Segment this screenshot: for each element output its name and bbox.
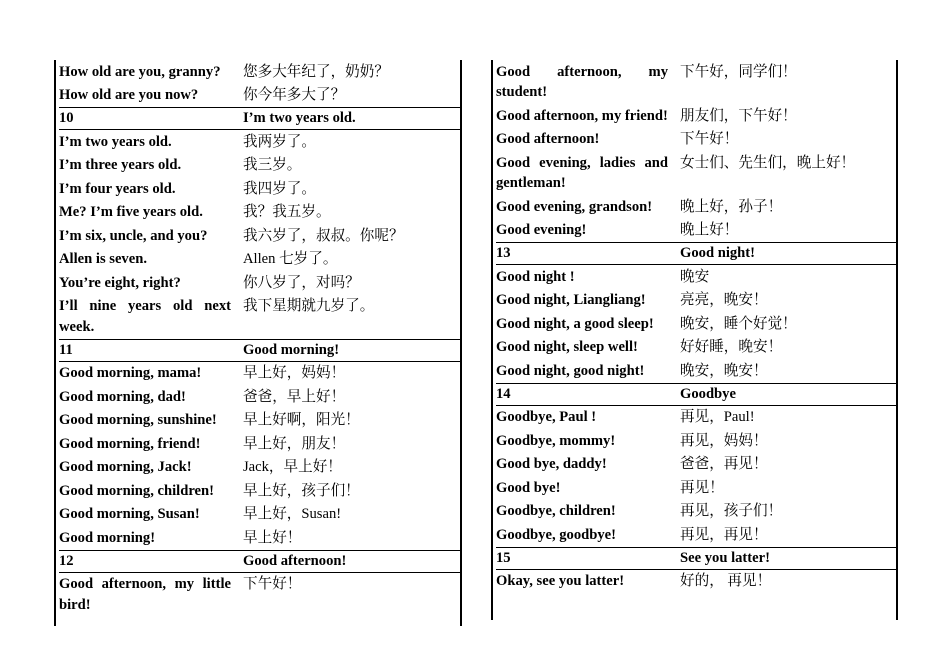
phrase-row (496, 195, 896, 219)
section-title: Goodbye (680, 383, 896, 405)
chinese-translation: 再见，再见！ (680, 526, 768, 543)
phrase-row (59, 84, 460, 108)
chinese-translation: 爸爸，再见！ (680, 456, 768, 472)
phrase-row (59, 479, 460, 503)
phrase-row (496, 359, 896, 383)
chinese-translation: 我三岁。 (243, 157, 302, 173)
english-phrase: Me? I’m five years old. (59, 204, 203, 220)
section-title: I’m two years old. (243, 108, 460, 130)
phrase-row (496, 569, 896, 593)
chinese-translation: 我下星期就九岁了。 (243, 298, 375, 314)
phrase-row (496, 453, 896, 477)
left-column-border-left (54, 60, 56, 626)
chinese-translation: Jack，早上好！ (243, 459, 342, 475)
english-phrase: You’re eight, right? (59, 274, 181, 291)
phrase-row (496, 219, 896, 243)
chinese-translation: 你八岁了，对吗？ (243, 274, 360, 291)
section-number: 12 (59, 550, 243, 572)
chinese-translation: 好好睡，晚安！ (680, 339, 783, 355)
english-phrase: How old are you now? (59, 87, 199, 103)
section-title: See you latter! (680, 547, 896, 569)
section-number: 13 (496, 243, 680, 265)
chinese-translation: 您多大年纪了，奶奶？ (243, 63, 389, 80)
phrase-row (59, 361, 460, 385)
english-phrase: Okay, see you latter! (496, 573, 625, 589)
chinese-translation: 早上好！ (243, 529, 302, 546)
chinese-translation: 朋友们，下午好！ (680, 107, 797, 124)
chinese-translation: 早上好啊，阳光！ (243, 412, 360, 428)
english-phrase: Goodbye, mommy! (496, 432, 616, 449)
section-number: 15 (496, 547, 680, 569)
phrase-row (496, 500, 896, 524)
english-phrase: Good night ! (496, 268, 575, 285)
english-phrase: Good morning, dad! (59, 388, 186, 405)
chinese-translation: 晚安 (680, 268, 710, 285)
english-phrase: I’m six, uncle, and you? (59, 227, 208, 244)
phrase-row (496, 128, 896, 152)
phrase-row (496, 312, 896, 336)
chinese-translation: Allen 七岁了。 (243, 251, 338, 267)
chinese-translation: 再见，妈妈！ (680, 432, 768, 449)
english-phrase: Good night, Liangliang! (496, 292, 646, 308)
english-phrase: Good morning, mama! (59, 365, 202, 381)
left-column (54, 60, 462, 626)
phrase-row (59, 271, 460, 295)
english-phrase: Good morning! (59, 529, 156, 546)
right-column-border-right (896, 60, 898, 620)
phrase-row (59, 409, 460, 433)
phrase-row (59, 248, 460, 272)
section-header (59, 108, 460, 130)
phrase-row (59, 201, 460, 225)
chinese-translation: 早上好，朋友！ (243, 435, 346, 452)
phrase-row (59, 177, 460, 201)
right-phrase-table (496, 60, 896, 593)
section-header (496, 243, 896, 265)
chinese-translation: 我六岁了，叔叔。你呢？ (243, 227, 404, 244)
chinese-translation: 早上好，孩子们！ (243, 482, 360, 499)
chinese-translation: 再见，孩子们！ (680, 503, 783, 519)
right-column-border-left (491, 60, 493, 620)
left-phrase-table (59, 60, 460, 617)
chinese-translation: 晚上好，孙子！ (680, 198, 783, 215)
english-phrase: Good afternoon! (496, 131, 600, 147)
section-number: 14 (496, 383, 680, 405)
english-phrase: How old are you, granny? (59, 63, 221, 80)
english-phrase: Good night, a good sleep! (496, 315, 654, 332)
english-phrase: Goodbye, goodbye! (496, 526, 617, 543)
chinese-translation: 下午好，同学们！ (680, 63, 797, 80)
english-phrase: I’m four years old. (59, 180, 176, 197)
chinese-translation: 我两岁了。 (243, 133, 316, 150)
phrase-row (496, 476, 896, 500)
phrase-row (59, 154, 460, 178)
phrase-row (496, 405, 896, 429)
phrase-row (59, 385, 460, 409)
phrase-row (59, 503, 460, 527)
english-phrase: Good bye! (496, 479, 561, 496)
english-phrase: Good afternoon, my little bird! (59, 576, 231, 613)
chinese-translation: 晚上好！ (680, 222, 739, 238)
chinese-translation: 我四岁了。 (243, 180, 316, 197)
section-header (496, 547, 896, 569)
english-phrase: Goodbye, children! (496, 503, 616, 519)
chinese-translation: 晚安，睡个好觉！ (680, 315, 797, 332)
section-title: Good afternoon! (243, 550, 460, 572)
chinese-translation: 再见！ (680, 479, 724, 496)
english-phrase: Good bye, daddy! (496, 456, 607, 472)
section-title: Good morning! (243, 339, 460, 361)
phrase-row (59, 432, 460, 456)
section-header (59, 339, 460, 361)
english-phrase: Good evening, grandson! (496, 198, 653, 215)
section-header (59, 550, 460, 572)
english-phrase: Good morning, Jack! (59, 459, 192, 475)
phrase-row (496, 523, 896, 547)
phrase-row (59, 526, 460, 550)
phrase-row (59, 60, 460, 84)
section-number: 10 (59, 108, 243, 130)
chinese-translation: 好的， 再见！ (680, 573, 772, 589)
chinese-translation: 晚安，晚安！ (680, 362, 768, 379)
english-phrase: Good afternoon, my student! (496, 63, 668, 100)
phrase-row (496, 104, 896, 128)
english-phrase: Good morning, sunshine! (59, 412, 217, 428)
phrase-row (496, 265, 896, 289)
phrase-row (59, 295, 460, 340)
phrase-row (59, 572, 460, 617)
chinese-translation: 你今年多大了？ (243, 87, 346, 103)
english-phrase: Allen is seven. (59, 251, 147, 267)
chinese-translation: 早上好，Susan! (243, 506, 342, 522)
phrase-row (59, 130, 460, 154)
section-header (496, 383, 896, 405)
chinese-translation: 我？我五岁。 (243, 204, 331, 220)
section-number: 11 (59, 339, 243, 361)
english-phrase: Good morning, children! (59, 482, 215, 499)
english-phrase: Good evening, ladies and gentleman! (496, 154, 668, 191)
phrase-row (496, 336, 896, 360)
chinese-translation: 亮亮，晚安！ (680, 292, 768, 308)
chinese-translation: 下午好！ (243, 576, 302, 592)
chinese-translation: 女士们、先生们，晚上好！ (680, 154, 856, 171)
english-phrase: Good night, sleep well! (496, 339, 638, 355)
section-title: Good night! (680, 243, 896, 265)
english-phrase: Good evening! (496, 222, 587, 238)
phrase-row (496, 151, 896, 195)
phrase-row (496, 289, 896, 313)
english-phrase: I’m two years old. (59, 133, 172, 150)
chinese-translation: 早上好，妈妈！ (243, 365, 346, 381)
english-phrase: I’ll nine years old next week. (59, 298, 231, 335)
english-phrase: Good morning, friend! (59, 435, 201, 452)
phrase-row (496, 60, 896, 104)
phrase-row (59, 224, 460, 248)
english-phrase: Good night, good night! (496, 362, 645, 379)
english-phrase: Good morning, Susan! (59, 506, 200, 522)
phrase-row (59, 456, 460, 480)
left-column-border-right (460, 60, 462, 626)
chinese-translation: 再见，Paul! (680, 409, 755, 425)
english-phrase: Good afternoon, my friend! (496, 107, 668, 124)
chinese-translation: 爸爸，早上好！ (243, 388, 346, 405)
right-column (491, 60, 898, 620)
english-phrase: I’m three years old. (59, 157, 182, 173)
english-phrase: Goodbye, Paul ! (496, 409, 597, 425)
phrase-row (496, 429, 896, 453)
chinese-translation: 下午好！ (680, 131, 739, 147)
